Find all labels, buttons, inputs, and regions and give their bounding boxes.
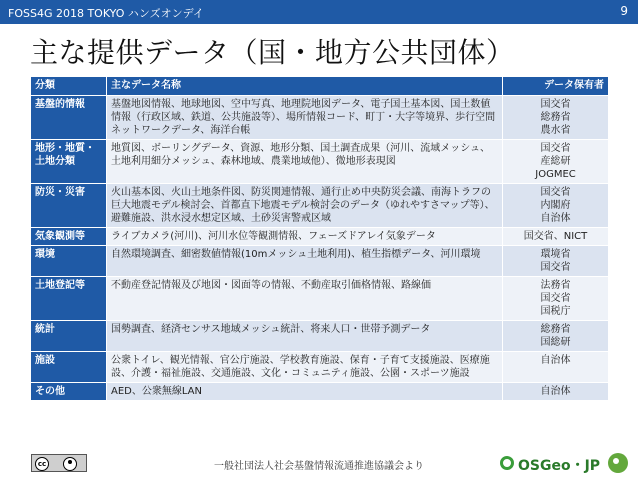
qgis-logo-icon [608,453,628,473]
row-owners [503,352,609,383]
row-category: 土地登記等 [31,277,107,321]
table-row [31,321,609,352]
owner: JOGMEC [535,169,576,180]
table-row [31,96,609,140]
row-category: 施設 [31,352,107,383]
row-owners [503,383,609,401]
column-header-category: 分類 [31,77,107,96]
owner: 産総研 [540,156,571,167]
row-owners [503,246,609,277]
column-header-owner: データ保有者 [503,77,609,96]
row-data-names: 地質図、ボーリングデータ、資源、地形分類、国土調査成果（河川、流域メッシュ、土地利用細分メッシュ、森林地域、農業地域他）、微地形表現図 [107,140,503,184]
row-category: 基盤的情報 [31,96,107,140]
owner: 国総研 [540,337,571,348]
table-row [31,246,609,277]
owner: 国交省 [540,262,571,273]
owner: 自治体 [540,213,571,224]
row-data-names: 基盤地図情報、地球地図、空中写真、地理院地図データ、電子国土基本図、国土数値情報（行政区域、鉄道、公共施設等）、場所情報コード、町丁・大字等境界、歩行空間ネットワークデータ、海洋台帳 [107,96,503,140]
row-category: その他 [31,383,107,401]
row-owners [503,277,609,321]
row-category: 地形・地質・土地分類 [31,140,107,184]
row-category: 防災・災害 [31,184,107,228]
osgeo-gear-icon [500,456,514,470]
row-data-names: 自然環境調査、細密数値情報(10mメッシュ土地利用)、植生指標データ、河川環境 [107,246,503,277]
footer [0,452,638,479]
table-row [31,352,609,383]
row-data-names: 火山基本図、火山土地条件図、防災関連情報、通行止め中央防災会議、南海トラフの巨大地震モデル検討会、首都直下地震モデル検討会のデータ（ゆれやすさマップ等）、避難施設、洪水浸水想定区域、土砂災害警戒区域 [107,184,503,228]
owner: 総務省 [540,112,571,123]
column-header-data-name: 主なデータ名称 [107,77,503,96]
table-row [31,228,609,246]
owner: 国税庁 [540,306,571,317]
owner: 総務省 [540,324,571,335]
owner: 国交省 [540,143,571,154]
page-title: 主な提供データ（国・地方公共団体） [30,36,515,69]
table-row [31,184,609,228]
row-owners [503,228,609,246]
owner: 環境省 [540,249,571,260]
page-number: 9 [620,4,628,18]
row-category: 環境 [31,246,107,277]
owner: 自治体 [540,386,571,397]
table-row [31,277,609,321]
row-owners [503,140,609,184]
row-category: 統計 [31,321,107,352]
owner: 国交省 [540,99,571,110]
row-owners [503,321,609,352]
row-data-names: 公衆トイレ、観光情報、官公庁施設、学校教育施設、保育・子育て支援施設、医療施設、介護・福祉施設、交通施設、文化・コミュニティ施設、公園・スポーツ施設 [107,352,503,383]
osgeo-logo-text: OSGeo・JP [518,458,601,474]
row-data-names: ライブカメラ(河川)、河川水位等観測情報、フェーズドアレイ気象データ [107,228,503,246]
row-category: 気象観測等 [31,228,107,246]
row-owners [503,96,609,140]
owner: 農水省 [540,125,571,136]
table-header-row [31,77,609,96]
owner: 法務省 [540,280,571,291]
header-bar [0,0,638,24]
data-table [30,76,609,401]
table-row [31,140,609,184]
table-row [31,383,609,401]
owner: 内閣府 [540,200,571,211]
row-data-names: 国勢調査、経済センサス地域メッシュ統計、将来人口・世帯予測データ [107,321,503,352]
row-data-names: AED、公衆無線LAN [107,383,503,401]
conference-name: FOSS4G 2018 TOKYO ハンズオンデイ [8,7,204,20]
cc-icon: cc [35,457,49,471]
source-credit: 一般社団法人社会基盤情報流通推進協議会より [214,461,424,472]
owner: 自治体 [540,355,571,366]
row-data-names: 不動産登記情報及び地図・図面等の情報、不動産取引価格情報、路線価 [107,277,503,321]
row-owners [503,184,609,228]
owner: 国交省、NICT [523,231,588,242]
owner: 国交省 [540,187,571,198]
owner: 国交省 [540,293,571,304]
